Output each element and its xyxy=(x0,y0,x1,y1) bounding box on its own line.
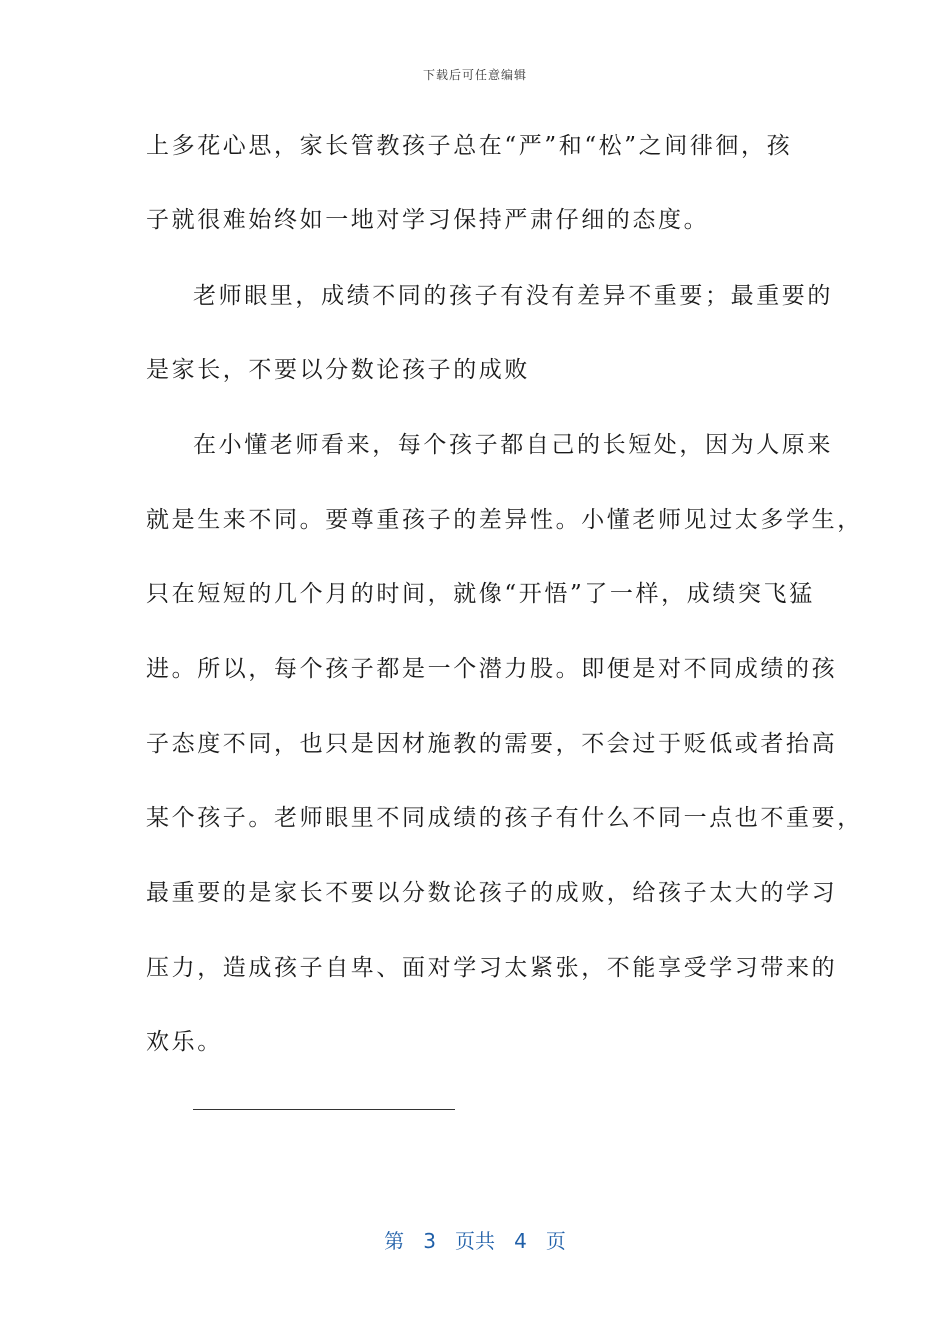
body-line: 压力，造成孩子自卑、面对学习太紧张，不能享受学习带来的 xyxy=(146,955,838,981)
body-line: 欢乐。 xyxy=(146,1029,223,1055)
body-line: 在小懂老师看来，每个孩子都自己的长短处，因为人原来 xyxy=(193,432,833,458)
total-pages-number: 4 xyxy=(514,1229,527,1253)
page-label-suffix: 页 xyxy=(545,1229,566,1253)
body-line: 最重要的是家长不要以分数论孩子的成败，给孩子太大的学习 xyxy=(146,880,838,906)
body-line: 子就很难始终如一地对学习保持严肃仔细的态度。 xyxy=(146,207,710,233)
page-label-middle: 页共 xyxy=(455,1229,495,1253)
body-line: 就是生来不同。要尊重孩子的差异性。小懂老师见过太多学生， xyxy=(146,507,863,533)
page-number-footer xyxy=(0,1225,950,1254)
current-page-number: 3 xyxy=(423,1229,436,1253)
page-label-prefix: 第 xyxy=(384,1229,405,1253)
paragraph-heading-line: 是家长，不要以分数论孩子的成败 xyxy=(146,357,530,383)
body-line: 子态度不同，也只是因材施教的需要，不会过于贬低或者抬高 xyxy=(146,731,838,757)
page-header: 下载后可任意编辑 xyxy=(422,68,527,82)
body-line: 上多花心思，家长管教孩子总在“严”和“松”之间徘徊，孩 xyxy=(146,133,793,159)
body-line: 某个孩子。老师眼里不同成绩的孩子有什么不同一点也不重要， xyxy=(146,805,863,831)
body-line: 只在短短的几个月的时间，就像“开悟”了一样，成绩突飞猛 xyxy=(146,581,815,607)
section-divider xyxy=(193,1109,455,1110)
body-line: 进。所以，每个孩子都是一个潜力股。即便是对不同成绩的孩 xyxy=(146,656,838,682)
paragraph-heading-line: 老师眼里，成绩不同的孩子有没有差异不重要；最重要的 xyxy=(193,283,833,309)
